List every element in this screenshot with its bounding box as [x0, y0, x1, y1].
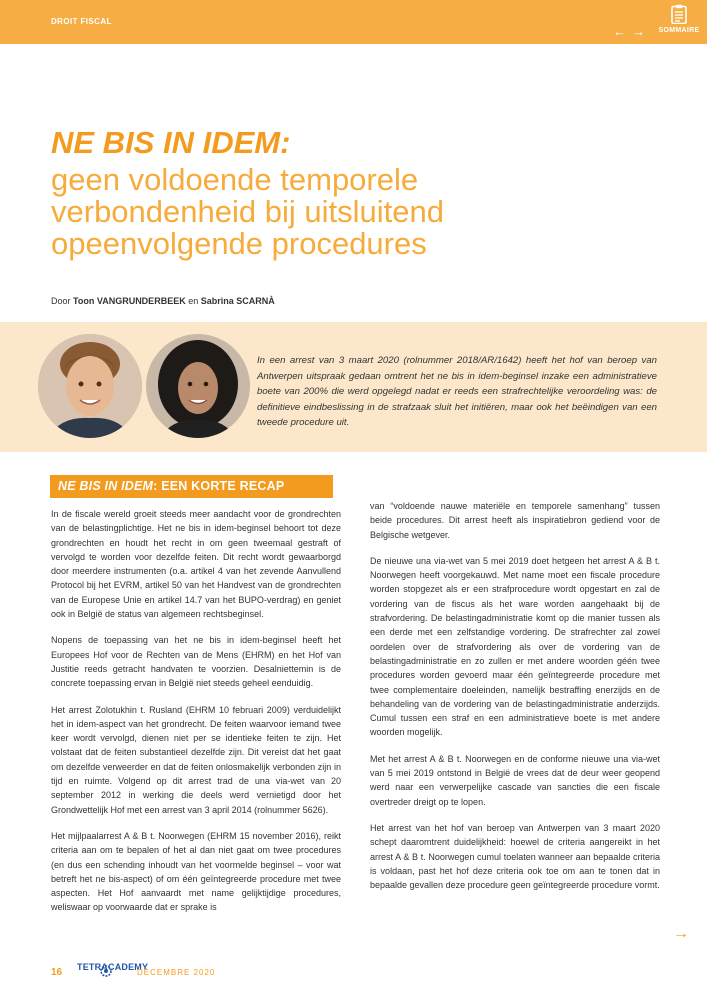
title-emphasis-line: [51, 122, 671, 164]
section-heading-rest: : EEN KORTE RECAP: [153, 479, 285, 493]
byline-and: en: [188, 296, 199, 306]
page-navigation: [613, 26, 645, 38]
paragraph: De nieuwe una via-wet van 5 mei 2019 doet hetgeen het arrest A & B t. Noorwegen heeft voorgekauwd. Met name moet een fiscale procedure worden stopgezet als er een strafprocedure wordt opgestart en zal de vordering van de fiscus als het ware worden aangehaakt bij de strafvordering. De belastingadministratie komt op die manier tussen als een derde met een zelfstandige vordering. De strafrechter zal zowel oordelen over de strafvordering als over de vordering van de belastingadministratie en zo zullen er met andere woorden géén twee procedures worden gevoerd maar één geïntegreerde procedure met twee complementaire doeleinden, namelijk bestraffing enerzijds en de behandeling van de vordering van de belastingadministratie anderzijds. Cumul tussen een straf en een administratieve boete is met andere woorden mogelijk.: [370, 555, 660, 738]
section-heading: [50, 475, 333, 498]
title-emphasis: NE BIS IN IDEM: [51, 125, 281, 160]
author-2: Sabrina SCARNÀ: [200, 296, 275, 306]
arrow-left-icon[interactable]: ←: [613, 24, 626, 39]
body-column-right: [370, 499, 660, 904]
paragraph: Met het arrest A & B t. Noorwegen en de conforme nieuwe una via-wet van 5 mei 2019 ontstond in België de vrees dat de deur weer geopend werd naar een verwerpelijke cascade van sancties die een fiscale overtreder dreigt op te lopen.: [370, 753, 660, 807]
title-colon: :: [280, 125, 291, 160]
header-band: [0, 0, 707, 44]
paragraph: In de fiscale wereld groeit steeds meer aandacht voor de grondrechten van de belastingplichtige. Het ne bis in idem-beginsel behoort tot deze grondrechten en houdt het recht in om geen tweemaal gestraft of vervolgd te worden voor dezelfde feiten. Dit recht wordt gewaarborgd door meerdere instrumenten (o.a. artikel 4 van het zevende Aanvullend Protocol bij het EVRM, artikel 50 van het Handvest van de grondrechten van de Europese Unie en artikel 14.7 van het BUPO-verdrag) en geniet ook in België de status van algemeen rechtsbeginsel.: [51, 509, 341, 620]
author-1: Toon VANGRUNDERBEEK: [73, 296, 186, 306]
arrow-right-icon[interactable]: →: [632, 24, 645, 39]
byline: [51, 296, 275, 306]
article-title: [51, 122, 671, 260]
paragraph: Het mijlpaalarrest A & B t. Noorwegen (EHRM 15 november 2016), reikt criteria aan om te bepalen of het al dan niet gaat om twee procedures (en dus een schending inhoudt van het voormelde beginsel – voor wat betreft het ne bis-aspect) of om één geïntegreerde procedure met twee aspecten. Het Hof aanvaardt met name gelijktijdige procedures, weliswaar op voorwaarde dat er sprake is: [51, 830, 341, 913]
title-line-2: verbondenheid bij uitsluitend: [51, 194, 444, 229]
title-line-3: opeenvolgende procedures: [51, 226, 427, 261]
intro-paragraph: In een arrest van 3 maart 2020 (rolnummer 2018/AR/1642) heeft het hof van beroep van Antwerpen uitspraak gedaan omtrent het ne bis in idem-beginsel inzake een administratieve boete van 200% die werd opgelegd nadat er reeds een strafrechtelijke veroordeling was: de definitieve eindbeslissing in de strafzaak sluit het initiëren, maar ook het beëindigen van een tweede procedure uit.: [257, 355, 657, 428]
title-line-1: geen voldoende temporele: [51, 162, 419, 197]
issue-date: DÉCEMBRE 2020: [137, 968, 216, 977]
page-number: 16: [51, 967, 63, 978]
author-photo-1: [38, 334, 142, 438]
brand-logo: TETRACADEMY: [77, 962, 149, 972]
byline-prefix: Door: [51, 296, 71, 306]
section-label: DROIT FISCAL: [51, 17, 112, 26]
clipboard-icon: [671, 4, 687, 24]
next-page-arrow-icon[interactable]: →: [673, 925, 689, 942]
sommaire-label: SOMMAIRE: [658, 27, 700, 34]
paragraph: Het arrest Zolotukhin t. Rusland (EHRM 10 februari 2009) verduidelijkt het in idem-aspect van het grondrecht. De feiten waarvoor iemand twee keer wordt vervolgd, dienen niet per se identieke feiten te zijn. Het volstaat dat de feiten substantieel dezelfde zijn. Dit vereist dat het gaat om dezelfde verweerder en dat de feiten onlosmakelijk verbonden zijn in tijd en ruimte. Volgend op dit arrest trad de una via-wet van 20 september 2012 in werking die deels werd vernietigd door het Grondwettelijk Hof met een arrest van 3 april 2014 (rolnummer 5626).: [51, 704, 341, 815]
section-heading-emphasis: NE BIS IN IDEM: [58, 479, 154, 493]
body-column-left: [51, 507, 341, 927]
paragraph: Nopens de toepassing van het ne bis in idem-beginsel heeft het Europees Hof voor de Rechten van de Mens (EHRM) en het Hof van Justitie reeds getracht handvaten te voorzien. Desalniettemin is de concrete toepassing ervan in België niet steeds geheel eenduidig.: [51, 635, 341, 689]
paragraph: van “voldoende nauwe materiële en temporele samenhang” tussen beide procedures. Dit arrest heeft als inspiratiebron gediend voor de Belgische wetgever.: [370, 501, 660, 540]
sommaire-button[interactable]: [655, 4, 703, 34]
paragraph: Het arrest van het hof van beroep van Antwerpen van 3 maart 2020 schept daaromtrent duidelijkheid: hoewel de criteria aangereikt in het arrest A & B t. Noorwegen cumul toelaten wanneer aan bepaalde criteria is voldaan, past het hof deze criteria ook toe om aan te tonen dat in bepaalde gevallen deze procedure geen geïntegreerde procedure vormt.: [370, 822, 660, 891]
author-photo-2: [146, 334, 250, 438]
